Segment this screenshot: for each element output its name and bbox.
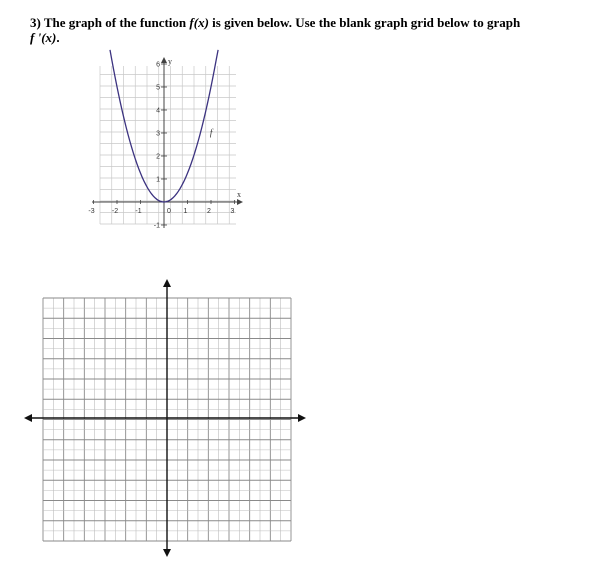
x-tick-label: 2 — [207, 208, 211, 215]
function-graph — [88, 50, 243, 230]
y-tick-label: 6 — [156, 61, 160, 69]
x-tick-label: 0 — [167, 208, 171, 215]
question-end: . — [56, 30, 60, 45]
x-tick-label: -1 — [135, 208, 142, 215]
y-axis-label: y — [168, 57, 172, 66]
curve-label: f — [209, 127, 213, 138]
question-text-after: is given below. Use the blank graph grid below to graph — [208, 15, 521, 30]
y-tick-label: 2 — [156, 153, 160, 161]
derivative-name: f '(x) — [30, 30, 57, 45]
top-grid — [100, 66, 236, 224]
x-tick-label: 1 — [183, 208, 188, 215]
y-tick-label: 1 — [156, 176, 160, 184]
question-number: 3) — [30, 15, 41, 30]
y-tick-label: 3 — [156, 130, 160, 138]
question-text-before: The graph of the function — [40, 15, 190, 30]
y-axis-arrow — [161, 57, 167, 63]
x-axis-arrow-right — [298, 414, 306, 422]
x-tick-label: -3 — [88, 208, 95, 215]
x-tick-label: 3 — [230, 208, 235, 215]
x-tick-label: -2 — [111, 208, 119, 215]
x-axis-label: x — [237, 190, 241, 199]
x-axis-arrow-left — [24, 414, 32, 422]
y-tick-label: 5 — [156, 84, 160, 92]
x-axis-arrow — [237, 199, 243, 205]
blank-graph-grid[interactable] — [24, 279, 306, 557]
y-axis-arrow-down — [163, 549, 171, 557]
y-tick-label: 4 — [156, 107, 160, 115]
function-name: f(x) — [189, 15, 209, 30]
y-axis-arrow-up — [163, 279, 171, 287]
y-tick-label: -1 — [153, 222, 160, 230]
